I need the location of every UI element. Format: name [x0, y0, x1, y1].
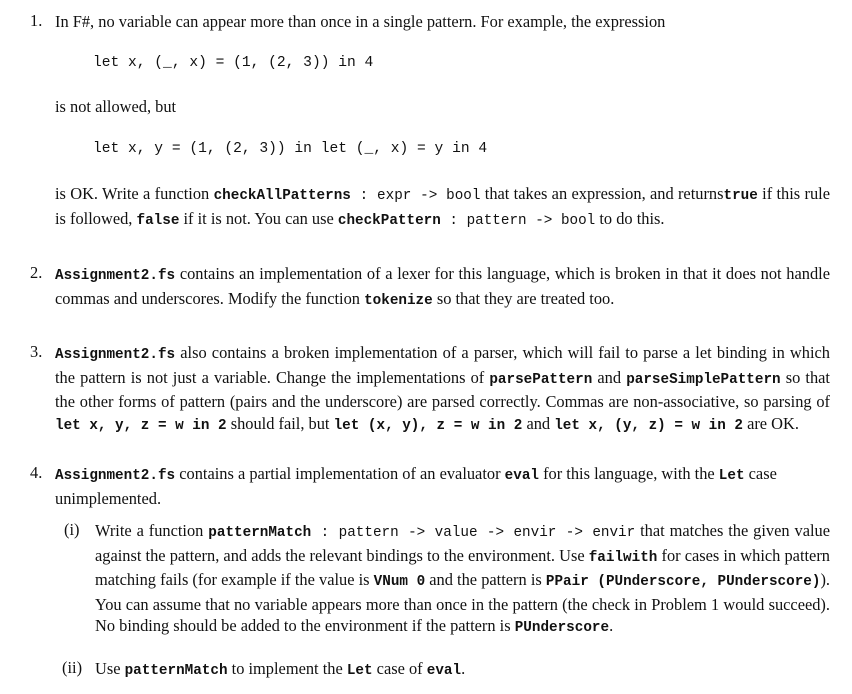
subitem-i-label: (i) — [64, 520, 80, 539]
code-example-ok-2: let x, (y, z) = w in 2 — [554, 417, 743, 434]
item-2-number: 2. — [30, 263, 43, 282]
fn-patternMatch: patternMatch — [208, 525, 312, 541]
code-example-ok-1: let (x, y), z = w in 2 — [333, 417, 523, 434]
file-assignment2: Assignment2.fs — [55, 468, 176, 484]
item-1-not-allowed-text: is not allowed, but — [55, 97, 177, 116]
subitem-ii-label: (ii) — [62, 658, 83, 677]
subitem-ii-text: Use patternMatch to implement the Let case of eval. — [95, 659, 466, 679]
fn-failwith: failwith — [588, 549, 658, 566]
code-example-ok: let x, y = (1, (2, 3)) in let (_, x) = y in 4 — [93, 141, 488, 157]
kw-let: Let — [718, 468, 745, 484]
fn-parsePattern: parsePattern — [489, 371, 593, 388]
kw-false: false — [136, 212, 180, 229]
item-4-number: 4. — [30, 463, 43, 482]
code-example-fail: let x, y, z = w in 2 — [55, 417, 227, 434]
fn-tokenize: tokenize — [364, 292, 433, 309]
file-assignment2: Assignment2.fs — [55, 347, 176, 363]
value-vnum0: VNum 0 — [373, 574, 426, 590]
kw-let: Let — [346, 663, 373, 679]
item-4-text: Assignment2.fs contains a partial implementation of an evaluator eval for this language, with the Let case unimplemented. — [55, 464, 777, 508]
item-3-number: 3. — [30, 342, 43, 361]
fn-eval: eval — [504, 468, 539, 484]
item-3-text: Assignment2.fs also contains a broken implementation of a parser, which will fail to parse a let binding in which the pattern is not just a variable. Change the implementations of parsePattern and parseSimplePattern so that the other forms of pattern (pairs and the underscore) are parsed correctly. Commas are non-associative, so parsing of let x, y, z = w in 2 should fail, but let (x, y), z = w in 2 and let x, (y, z) = w in 2 are OK. — [55, 343, 830, 434]
item-1-intro: In F#, no variable can appear more than once in a single pattern. For example, the expression — [55, 12, 666, 31]
fn-patternMatch: patternMatch — [124, 663, 228, 679]
item-1-number: 1. — [30, 11, 43, 30]
subitem-i-text: Write a function patternMatch : pattern -> value -> envir -> envir that matches the given value against the pattern, and adds the relevant bindings to the environment. Use failwith for cases in which pattern matching fails (for example if the value is VNum 0 and the pattern is PPair (PUnderscore, PUnderscore)). You can assume that no variable appears more than once in the pattern (the check in Problem 1 would succeed). No binding should be added to the environment if the pattern is PUnderscore. — [95, 521, 831, 636]
fn-parseSimplePattern: parseSimplePattern — [626, 371, 781, 388]
file-assignment2: Assignment2.fs — [55, 268, 176, 284]
pattern-ppair: PPair (PUnderscore, PUnderscore) — [545, 574, 821, 590]
fn-checkAllPatterns: checkAllPatterns — [213, 188, 351, 204]
fn-checkPattern: checkPattern — [337, 212, 441, 229]
item-1-task: is OK. Write a function checkAllPatterns : expr -> bool that takes an expression, and returnstrue if this rule is followed, false if it is not. You can use checkPattern : pattern -> bool to do this. — [55, 184, 830, 229]
item-2-text: Assignment2.fs contains an implementation of a lexer for this language, which is broken in that it does not handle commas and underscores. Modify the function tokenize so that they are treated too. — [55, 264, 830, 309]
code-example-not-allowed: let x, (_, x) = (1, (2, 3)) in 4 — [93, 55, 374, 71]
pattern-punderscore: PUnderscore — [514, 620, 610, 636]
fn-eval: eval — [426, 663, 462, 679]
kw-true: true — [723, 188, 758, 204]
